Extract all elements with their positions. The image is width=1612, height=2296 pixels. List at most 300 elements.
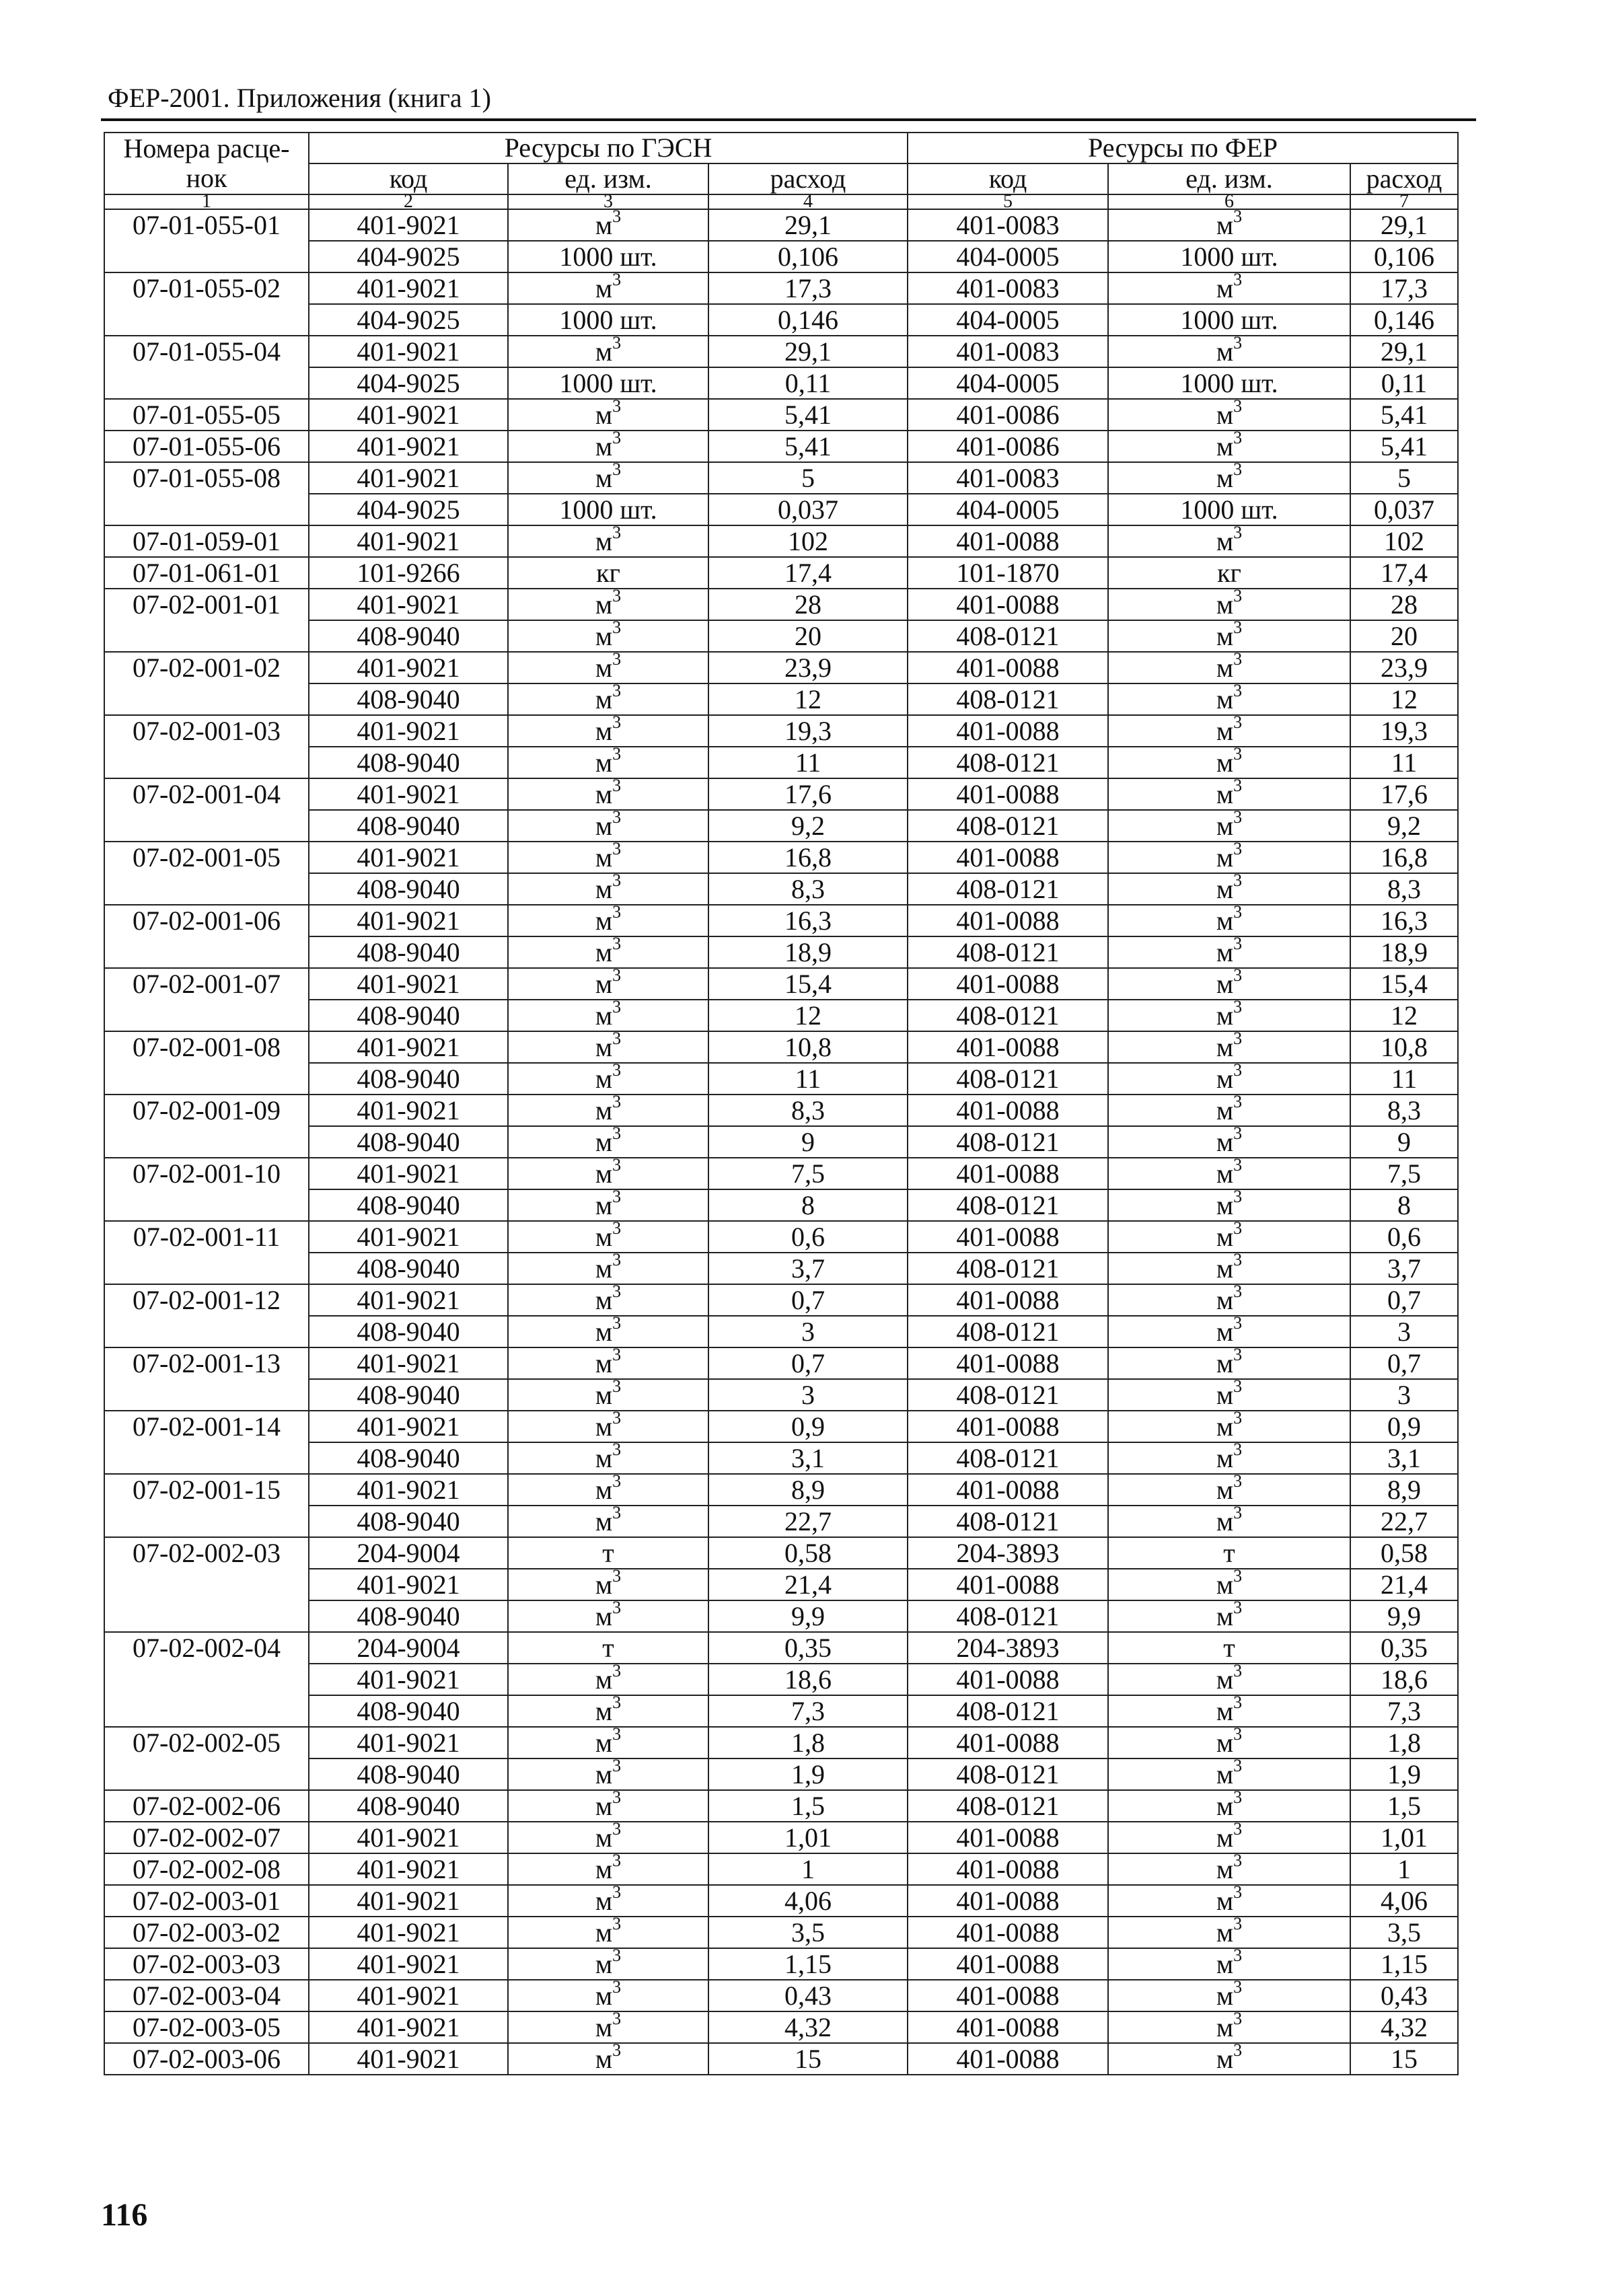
cell-fer-rate: 17,3 [1350,272,1458,304]
rate-number: 07-02-002-04 [104,1632,309,1727]
table-row [104,1537,1458,1569]
cell-fer-code: 401-0088 [908,1158,1108,1189]
cell-gesn-rate: 8 [708,1189,908,1221]
cell-fer-unit: $м^3$ [1108,272,1350,304]
cell-gesn-rate: 8,9 [708,1474,908,1506]
cell-fer-unit: $м^3$ [1108,1442,1350,1474]
cell-gesn-rate: 1,8 [708,1727,908,1758]
cell-fer-code: 401-0088 [908,968,1108,1000]
cell-fer-code: 204-3893 [908,1537,1108,1569]
cell-gesn-rate: 1,9 [708,1758,908,1790]
cell-fer-code: 401-0088 [908,1411,1108,1442]
cell-gesn-rate: 20 [708,620,908,652]
cell-fer-rate: 18,9 [1350,936,1458,968]
cell-gesn-rate: 9 [708,1126,908,1158]
cell-gesn-rate: 15 [708,2043,908,2075]
cell-gesn-unit: $м^3$ [508,1758,708,1790]
cell-fer-rate: 12 [1350,1000,1458,1031]
cell-gesn-rate: 9,2 [708,810,908,842]
cell-gesn-rate: 4,32 [708,2011,908,2043]
cell-fer-code: 401-0083 [908,462,1108,494]
cell-fer-code: 404-0005 [908,494,1108,525]
cell-fer-code: 401-0088 [908,1917,1108,1948]
cell-fer-code: 101-1870 [908,557,1108,589]
cell-gesn-code: 408-9040 [309,936,508,968]
rate-number: 07-02-001-02 [104,652,309,715]
cell-gesn-code: 408-9040 [309,1316,508,1347]
cell-gesn-unit: $м^3$ [508,778,708,810]
cell-fer-rate: 11 [1350,1063,1458,1095]
table-row [104,431,1458,462]
cell-fer-unit: $м^3$ [1108,2011,1350,2043]
page-number: 116 [101,2197,148,2233]
cell-gesn-rate: 17,3 [708,272,908,304]
cell-fer-unit: $м^3$ [1108,1000,1350,1031]
cell-gesn-rate: 7,5 [708,1158,908,1189]
cell-fer-rate: 0,7 [1350,1347,1458,1379]
cell-fer-code: 401-0088 [908,1031,1108,1063]
cell-fer-unit: $м^3$ [1108,1885,1350,1917]
cell-fer-rate: 0,35 [1350,1632,1458,1664]
cell-gesn-rate: 0,11 [708,367,908,399]
cell-fer-code: 408-0121 [908,747,1108,778]
cell-gesn-rate: 1,01 [708,1822,908,1853]
table-row [104,1095,1458,1126]
cell-gesn-unit: $м^3$ [508,1284,708,1316]
cell-gesn-rate: 5,41 [708,431,908,462]
cell-fer-rate: 0,9 [1350,1411,1458,1442]
cell-gesn-rate: 16,3 [708,905,908,936]
cell-gesn-unit: $м^3$ [508,2043,708,2075]
cell-fer-code: 401-0088 [908,1664,1108,1695]
cell-gesn-rate: 0,146 [708,304,908,336]
cell-fer-unit: $м^3$ [1108,936,1350,968]
cell-gesn-code: 408-9040 [309,1189,508,1221]
cell-gesn-code: 408-9040 [309,1063,508,1095]
cell-gesn-unit: 1000 шт. [508,494,708,525]
cell-fer-rate: 1,01 [1350,1822,1458,1853]
cell-gesn-code: 401-9021 [309,842,508,873]
cell-gesn-code: 401-9021 [309,1948,508,1980]
cell-fer-unit: $м^3$ [1108,431,1350,462]
col-number: 5 [908,194,1108,209]
cell-fer-rate: 15 [1350,2043,1458,2075]
cell-gesn-unit: $м^3$ [508,209,708,241]
cell-fer-unit: $м^3$ [1108,842,1350,873]
cell-fer-rate: 22,7 [1350,1506,1458,1537]
cell-gesn-unit: $м^3$ [508,399,708,431]
cell-fer-rate: 4,06 [1350,1885,1458,1917]
cell-fer-code: 408-0121 [908,1379,1108,1411]
cell-fer-code: 401-0088 [908,1347,1108,1379]
cell-gesn-rate: 0,037 [708,494,908,525]
resource-table [104,132,1459,2075]
table-row [104,905,1458,936]
cell-gesn-code: 401-9021 [309,1158,508,1189]
cell-fer-code: 401-0088 [908,1569,1108,1600]
cell-fer-rate: 15,4 [1350,968,1458,1000]
cell-fer-code: 401-0088 [908,905,1108,936]
cell-fer-code: 204-3893 [908,1632,1108,1664]
rate-number: 07-02-001-14 [104,1411,309,1474]
cell-fer-rate: 3,1 [1350,1442,1458,1474]
cell-fer-code: 408-0121 [908,936,1108,968]
cell-fer-rate: 12 [1350,683,1458,715]
cell-gesn-unit: $м^3$ [508,1853,708,1885]
table-row [104,525,1458,557]
cell-fer-code: 401-0088 [908,1095,1108,1126]
cell-fer-unit: $м^3$ [1108,1253,1350,1284]
cell-fer-code: 401-0088 [908,589,1108,620]
cell-fer-rate: 5,41 [1350,431,1458,462]
table-row [104,652,1458,683]
cell-fer-rate: 17,4 [1350,557,1458,589]
cell-fer-code: 401-0088 [908,1284,1108,1316]
cell-fer-rate: 16,8 [1350,842,1458,873]
rate-number: 07-02-001-13 [104,1347,309,1411]
rate-number: 07-02-002-07 [104,1822,309,1853]
cell-gesn-unit: $м^3$ [508,1664,708,1695]
cell-gesn-unit: 1000 шт. [508,241,708,272]
cell-gesn-rate: 16,8 [708,842,908,873]
table-row [104,968,1458,1000]
cell-fer-code: 408-0121 [908,1695,1108,1727]
cell-gesn-code: 404-9025 [309,304,508,336]
cell-gesn-code: 401-9021 [309,1095,508,1126]
cell-gesn-code: 401-9021 [309,1284,508,1316]
cell-gesn-unit: $м^3$ [508,1917,708,1948]
cell-gesn-rate: 11 [708,747,908,778]
cell-gesn-code: 401-9021 [309,589,508,620]
cell-fer-unit: $м^3$ [1108,1664,1350,1695]
col-number: 2 [309,194,508,209]
cell-fer-unit: $м^3$ [1108,209,1350,241]
rate-number: 07-01-059-01 [104,525,309,557]
cell-gesn-code: 404-9025 [309,241,508,272]
col-header-fer-unit: ед. изм. [1108,163,1350,194]
cell-fer-unit: $м^3$ [1108,620,1350,652]
table-row [104,1411,1458,1442]
cell-fer-code: 404-0005 [908,241,1108,272]
cell-gesn-unit: $м^3$ [508,431,708,462]
cell-fer-unit: $м^3$ [1108,1758,1350,1790]
cell-gesn-code: 101-9266 [309,557,508,589]
cell-gesn-unit: $м^3$ [508,1000,708,1031]
cell-fer-code: 401-0086 [908,431,1108,462]
cell-fer-unit: 1000 шт. [1108,494,1350,525]
cell-gesn-unit: $м^3$ [508,652,708,683]
cell-fer-code: 401-0083 [908,336,1108,367]
cell-gesn-code: 401-9021 [309,1822,508,1853]
cell-gesn-unit: $м^3$ [508,1600,708,1632]
rate-number: 07-02-003-06 [104,2043,309,2075]
cell-gesn-unit: $м^3$ [508,715,708,747]
cell-gesn-unit: $м^3$ [508,1980,708,2011]
cell-fer-rate: 0,106 [1350,241,1458,272]
cell-fer-rate: 1 [1350,1853,1458,1885]
rate-number: 07-02-003-04 [104,1980,309,2011]
cell-gesn-code: 401-9021 [309,431,508,462]
cell-fer-code: 408-0121 [908,810,1108,842]
table-row [104,557,1458,589]
cell-fer-unit: $м^3$ [1108,1316,1350,1347]
cell-fer-unit: $м^3$ [1108,1379,1350,1411]
cell-fer-code: 408-0121 [908,683,1108,715]
cell-gesn-unit: $м^3$ [508,1095,708,1126]
cell-fer-unit: $м^3$ [1108,1948,1350,1980]
cell-gesn-code: 401-9021 [309,1917,508,1948]
cell-fer-rate: 1,5 [1350,1790,1458,1822]
col-header-fer-code: код [908,163,1108,194]
cell-fer-code: 408-0121 [908,1253,1108,1284]
rate-number: 07-02-002-08 [104,1853,309,1885]
cell-gesn-code: 401-9021 [309,1221,508,1253]
cell-gesn-code: 408-9040 [309,1126,508,1158]
table-row [104,336,1458,367]
rate-number: 07-02-001-12 [104,1284,309,1347]
cell-fer-code: 408-0121 [908,620,1108,652]
cell-fer-code: 401-0088 [908,2011,1108,2043]
cell-fer-code: 401-0088 [908,525,1108,557]
cell-gesn-rate: 11 [708,1063,908,1095]
cell-fer-rate: 16,3 [1350,905,1458,936]
cell-fer-unit: $м^3$ [1108,589,1350,620]
cell-fer-rate: 8,3 [1350,873,1458,905]
cell-fer-unit: $м^3$ [1108,873,1350,905]
cell-fer-unit: кг [1108,557,1350,589]
cell-fer-unit: $м^3$ [1108,1158,1350,1189]
table-row [104,272,1458,304]
cell-gesn-unit: $м^3$ [508,936,708,968]
cell-gesn-rate: 22,7 [708,1506,908,1537]
table-row [104,1158,1458,1189]
col-header-gesn-unit: ед. изм. [508,163,708,194]
cell-gesn-rate: 23,9 [708,652,908,683]
cell-fer-unit: $м^3$ [1108,1063,1350,1095]
cell-fer-unit: $м^3$ [1108,1695,1350,1727]
cell-gesn-unit: $м^3$ [508,810,708,842]
rate-number: 07-02-001-08 [104,1031,309,1095]
cell-gesn-unit: $м^3$ [508,1347,708,1379]
cell-fer-rate: 1,8 [1350,1727,1458,1758]
cell-gesn-code: 401-9021 [309,1885,508,1917]
table-row [104,1790,1458,1822]
cell-fer-unit: $м^3$ [1108,1095,1350,1126]
cell-gesn-code: 401-9021 [309,1569,508,1600]
rate-number: 07-02-001-04 [104,778,309,842]
cell-fer-rate: 11 [1350,747,1458,778]
cell-fer-code: 401-0088 [908,1948,1108,1980]
cell-fer-unit: $м^3$ [1108,1727,1350,1758]
cell-gesn-code: 401-9021 [309,336,508,367]
cell-gesn-unit: $м^3$ [508,589,708,620]
cell-fer-rate: 5 [1350,462,1458,494]
cell-gesn-code: 204-9004 [309,1632,508,1664]
cell-gesn-unit: $м^3$ [508,336,708,367]
cell-fer-code: 401-0088 [908,1727,1108,1758]
cell-fer-code: 401-0083 [908,209,1108,241]
cell-gesn-code: 408-9040 [309,1000,508,1031]
cell-fer-rate: 9,9 [1350,1600,1458,1632]
cell-gesn-rate: 17,4 [708,557,908,589]
cell-gesn-unit: $м^3$ [508,842,708,873]
cell-gesn-code: 401-9021 [309,968,508,1000]
cell-gesn-rate: 0,7 [708,1284,908,1316]
cell-fer-unit: $м^3$ [1108,336,1350,367]
rate-number: 07-02-003-05 [104,2011,309,2043]
cell-fer-rate: 20 [1350,620,1458,652]
cell-gesn-unit: $м^3$ [508,905,708,936]
cell-fer-unit: 1000 шт. [1108,367,1350,399]
col-number: 1 [104,194,309,209]
cell-gesn-code: 404-9025 [309,494,508,525]
cell-fer-code: 401-0088 [908,652,1108,683]
rate-number: 07-02-001-15 [104,1474,309,1537]
cell-gesn-rate: 3 [708,1316,908,1347]
cell-gesn-code: 408-9040 [309,747,508,778]
table-row [104,1031,1458,1063]
cell-fer-code: 408-0121 [908,1600,1108,1632]
table-row [104,1980,1458,2011]
rate-number: 07-01-055-08 [104,462,309,525]
cell-gesn-unit: $м^3$ [508,1126,708,1158]
cell-fer-unit: $м^3$ [1108,1474,1350,1506]
cell-fer-rate: 0,7 [1350,1284,1458,1316]
col-number: 3 [508,194,708,209]
cell-fer-unit: 1000 шт. [1108,304,1350,336]
cell-fer-rate: 8,3 [1350,1095,1458,1126]
cell-gesn-code: 401-9021 [309,1664,508,1695]
cell-gesn-rate: 102 [708,525,908,557]
cell-fer-rate: 1,9 [1350,1758,1458,1790]
cell-fer-unit: $м^3$ [1108,1917,1350,1948]
cell-fer-rate: 4,32 [1350,2011,1458,2043]
table-row [104,399,1458,431]
cell-fer-code: 401-0088 [908,1822,1108,1853]
rate-number: 07-02-001-01 [104,589,309,652]
cell-gesn-rate: 0,106 [708,241,908,272]
cell-gesn-unit: $м^3$ [508,1063,708,1095]
cell-fer-code: 408-0121 [908,1316,1108,1347]
cell-gesn-code: 401-9021 [309,778,508,810]
cell-fer-code: 401-0088 [908,778,1108,810]
cell-gesn-code: 401-9021 [309,715,508,747]
cell-gesn-rate: 18,6 [708,1664,908,1695]
cell-gesn-unit: т [508,1632,708,1664]
table-row [104,715,1458,747]
cell-gesn-code: 401-9021 [309,1031,508,1063]
rate-number: 07-02-001-05 [104,842,309,905]
cell-fer-unit: $м^3$ [1108,2043,1350,2075]
table-body [104,209,1458,2075]
rate-number: 07-02-001-10 [104,1158,309,1221]
cell-gesn-code: 401-9021 [309,462,508,494]
cell-gesn-code: 401-9021 [309,2043,508,2075]
cell-gesn-code: 408-9040 [309,1695,508,1727]
cell-gesn-code: 401-9021 [309,1347,508,1379]
cell-fer-code: 404-0005 [908,367,1108,399]
cell-gesn-unit: $м^3$ [508,1885,708,1917]
cell-fer-unit: $м^3$ [1108,652,1350,683]
cell-gesn-code: 401-9021 [309,1411,508,1442]
cell-gesn-rate: 1,5 [708,1790,908,1822]
cell-gesn-rate: 1,15 [708,1948,908,1980]
cell-fer-rate: 0,037 [1350,494,1458,525]
table-row [104,1948,1458,1980]
col-header-gesn: Ресурсы по ГЭСН [309,133,908,163]
cell-gesn-unit: $м^3$ [508,873,708,905]
rate-number: 07-02-001-11 [104,1221,309,1284]
cell-fer-unit: т [1108,1537,1350,1569]
rate-number: 07-01-055-06 [104,431,309,462]
cell-gesn-code: 401-9021 [309,525,508,557]
cell-fer-unit: $м^3$ [1108,1569,1350,1600]
cell-fer-unit: $м^3$ [1108,905,1350,936]
cell-fer-rate: 0,58 [1350,1537,1458,1569]
cell-fer-code: 408-0121 [908,1189,1108,1221]
cell-gesn-unit: $м^3$ [508,1411,708,1442]
cell-fer-rate: 0,43 [1350,1980,1458,2011]
cell-gesn-unit: $м^3$ [508,1474,708,1506]
page-header-title: ФЕР-2001. Приложения (книга 1) [108,83,491,113]
rate-number: 07-02-003-03 [104,1948,309,1980]
cell-gesn-rate: 21,4 [708,1569,908,1600]
rate-number: 07-02-001-06 [104,905,309,968]
table-row [104,1284,1458,1316]
cell-fer-rate: 3 [1350,1379,1458,1411]
cell-gesn-unit: $м^3$ [508,2011,708,2043]
cell-fer-unit: $м^3$ [1108,1284,1350,1316]
cell-gesn-rate: 15,4 [708,968,908,1000]
cell-gesn-code: 401-9021 [309,209,508,241]
cell-fer-code: 401-0088 [908,715,1108,747]
cell-gesn-code: 401-9021 [309,1474,508,1506]
cell-gesn-code: 401-9021 [309,399,508,431]
cell-fer-rate: 29,1 [1350,336,1458,367]
cell-fer-unit: $м^3$ [1108,747,1350,778]
cell-fer-unit: $м^3$ [1108,715,1350,747]
cell-gesn-unit: $м^3$ [508,747,708,778]
cell-gesn-unit: т [508,1537,708,1569]
cell-gesn-unit: $м^3$ [508,1031,708,1063]
cell-fer-code: 404-0005 [908,304,1108,336]
cell-gesn-rate: 29,1 [708,336,908,367]
cell-gesn-unit: $м^3$ [508,1948,708,1980]
cell-gesn-rate: 3,7 [708,1253,908,1284]
cell-gesn-rate: 5,41 [708,399,908,431]
cell-fer-rate: 29,1 [1350,209,1458,241]
table-row [104,1474,1458,1506]
col-header-gesn-code: код [309,163,508,194]
cell-gesn-code: 408-9040 [309,1506,508,1537]
cell-fer-unit: $м^3$ [1108,1347,1350,1379]
cell-fer-unit: $м^3$ [1108,1031,1350,1063]
rate-number: 07-02-001-07 [104,968,309,1031]
table-row [104,1221,1458,1253]
rate-number: 07-01-061-01 [104,557,309,589]
cell-fer-rate: 102 [1350,525,1458,557]
col-header-rate-numbers: Номера расце- нок [104,133,309,194]
cell-gesn-unit: $м^3$ [508,1189,708,1221]
cell-fer-rate: 10,8 [1350,1031,1458,1063]
cell-fer-code: 401-0088 [908,1853,1108,1885]
table-row [104,2011,1458,2043]
cell-gesn-rate: 8,3 [708,873,908,905]
cell-gesn-code: 401-9021 [309,1980,508,2011]
cell-gesn-rate: 1 [708,1853,908,1885]
cell-fer-unit: $м^3$ [1108,525,1350,557]
cell-fer-rate: 3,7 [1350,1253,1458,1284]
